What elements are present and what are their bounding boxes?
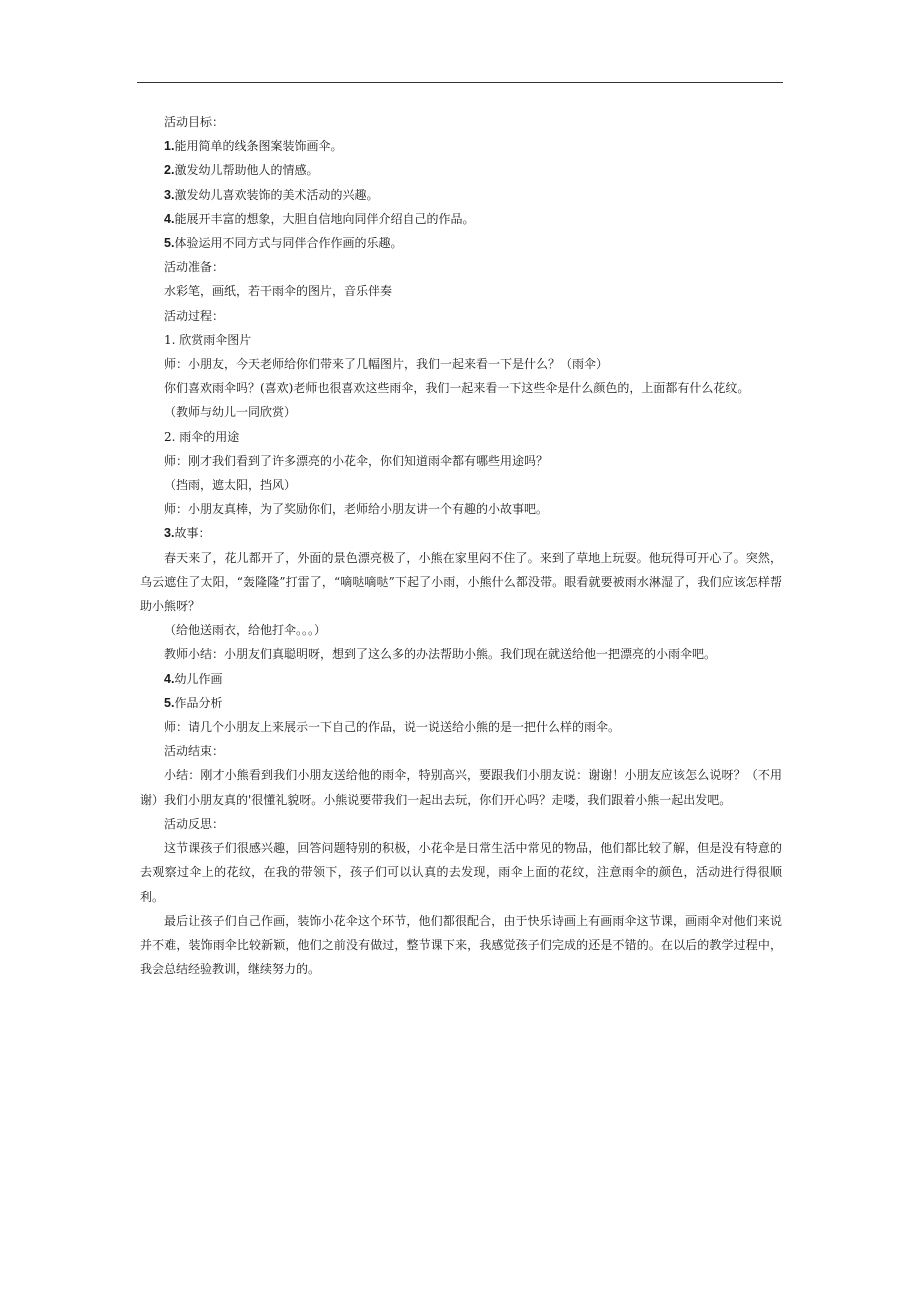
goal-text: 能展开丰富的想象，大胆自信地向同伴介绍自己的作品。: [174, 211, 475, 226]
step4-title-line: [140, 667, 782, 691]
step4-title: 幼儿作画: [174, 671, 223, 686]
goal-number: 3.: [164, 187, 175, 202]
end-heading: 活动结束：: [164, 744, 225, 759]
goal-text: 体验运用不同方式与同伴合作作画的乐趣。: [174, 236, 403, 251]
reflection-heading: 活动反思：: [164, 816, 225, 831]
goal-number: 5.: [164, 236, 175, 251]
document-body: [140, 110, 782, 981]
goal-number: 4.: [164, 211, 175, 226]
step5-title: 作品分析: [174, 695, 223, 710]
goal-text: 能用简单的线条图案装饰画伞。: [174, 139, 343, 154]
story-answer: （给他送雨衣，给他打伞。。。）: [164, 623, 327, 638]
end-summary: 小结：刚才小熊看到我们小朋友送给他的雨伞，特别高兴，要跟我们小朋友说：谢谢！小朋友应该怎么说呀？（不用谢）我们小朋友真的'很懂礼貌呀。小熊说要带我们一起出去玩，你们开心吗？走喽，我们跟着小熊一起出发吧。: [140, 768, 782, 807]
reflection-paragraph-2: 最后让孩子们自己作画，装饰小花伞这个环节，他们都很配合，由于快乐诗画上有画雨伞这节课，画雨伞对他们来说并不难，装饰雨伞比较新颖，他们之前没有做过，整节课下来，我感觉孩子们完成的还是不错的。在以后的教学过程中，我会总结经验教训，继续努力的。: [140, 913, 782, 977]
goal-text: 激发幼儿帮助他人的情感。: [174, 163, 319, 178]
step3-title-line: [140, 521, 782, 545]
header-rule: [137, 82, 783, 83]
goal-item: [140, 134, 782, 158]
step5-number: 5.: [164, 695, 175, 710]
goal-item: [140, 183, 782, 207]
step3-number: 3.: [164, 526, 175, 541]
process-heading: 活动过程：: [164, 308, 225, 323]
step4-number: 4.: [164, 671, 175, 686]
prep-text: 水彩笔，画纸，若干雨伞的图片，音乐伴奏: [164, 284, 393, 299]
prep-heading: 活动准备：: [164, 260, 225, 275]
step1-title: 1. 欣赏雨伞图片: [164, 332, 252, 347]
step2-title: 2. 雨伞的用途: [164, 429, 240, 444]
goal-item: [140, 207, 782, 231]
reflection-paragraph-1: 这节课孩子们很感兴趣，回答问题特别的积极，小花伞是日常生活中常见的物品，他们都比较了解，但是没有特意的去观察过伞上的花纹，在我的带领下，孩子们可以认真的去发现，雨伞上面的花纹，注意雨伞的颜色，活动进行得很顺利。: [140, 841, 782, 904]
goal-number: 1.: [164, 139, 175, 154]
step2-line: 师：小朋友真棒，为了奖励你们，老师给小朋友讲一个有趣的小故事吧。: [164, 502, 549, 517]
step1-line: 师：小朋友，今天老师给你们带来了几幅图片，我们一起来看一下是什么？（雨伞）: [164, 357, 609, 372]
goal-item: [140, 231, 782, 255]
step5-line: 师：请几个小朋友上来展示一下自己的作品，说一说送给小熊的是一把什么样的雨伞。: [164, 720, 621, 735]
step1-line: （教师与幼儿一同欣赏）: [164, 405, 297, 420]
goal-text: 激发幼儿喜欢装饰的美术活动的兴趣。: [174, 187, 379, 202]
step1-line: 你们喜欢雨伞吗？(喜欢)老师也很喜欢这些雨伞，我们一起来看一下这些伞是什么颜色的，上面都有什么花纹。: [164, 381, 750, 396]
step5-title-line: [140, 691, 782, 715]
goal-number: 2.: [164, 163, 175, 178]
step3-title: 故事：: [174, 526, 211, 541]
goals-heading: 活动目标：: [164, 115, 225, 129]
story-paragraph: 春天来了，花儿都开了，外面的景色漂亮极了，小熊在家里闷不住了。来到了草地上玩耍。他玩得可开心了。突然，乌云遮住了太阳，“轰隆隆”打雷了，“嘀哒嘀哒”下起了小雨，小熊什么都没带。眼看就要被雨水淋湿了，我们应该怎样帮助小熊呀？: [140, 550, 782, 614]
step2-line: 师：刚才我们看到了许多漂亮的小花伞，你们知道雨伞都有哪些用途吗？: [164, 453, 549, 468]
step2-line: （挡雨，遮太阳，挡风）: [164, 478, 297, 493]
teacher-summary: 教师小结：小朋友们真聪明呀，想到了这么多的办法帮助小熊。我们现在就送给他一把漂亮的小雨伞吧。: [164, 647, 717, 662]
goal-item: [140, 158, 782, 182]
